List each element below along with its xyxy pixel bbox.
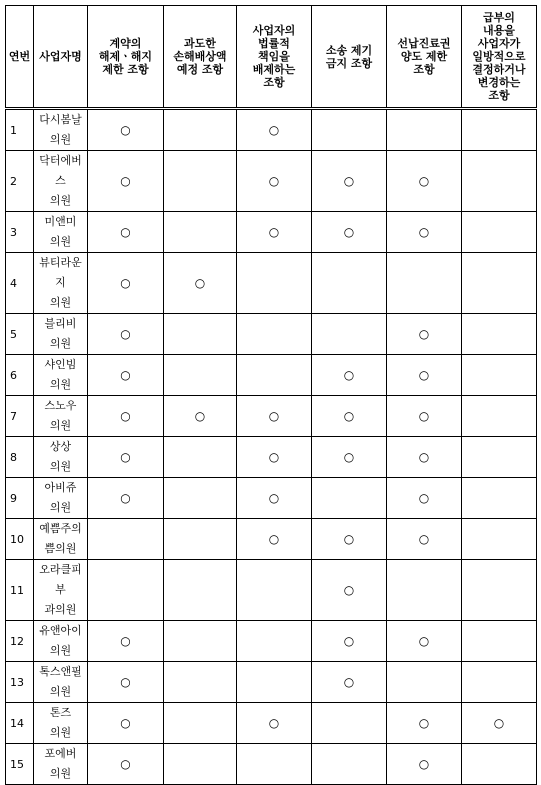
circle-mark-icon: ○ — [418, 450, 430, 464]
header-unilateral-change: 급부의 내용을 사업자가 일방적으로 결정하거나 변경하는 조항 — [462, 6, 537, 109]
circle-mark-icon: ○ — [120, 409, 131, 423]
clause-mark-cell — [312, 662, 387, 703]
circle-mark-icon: ○ — [418, 409, 430, 423]
row-number: 14 — [6, 703, 34, 744]
circle-mark-icon: ○ — [194, 276, 206, 290]
clause-mark-cell — [88, 212, 164, 253]
row-number: 11 — [6, 560, 34, 621]
table-row — [6, 621, 537, 662]
table-body — [6, 109, 537, 785]
circle-mark-icon: ○ — [194, 409, 206, 423]
clause-mark-cell — [237, 703, 312, 744]
clause-mark-cell — [88, 519, 164, 560]
clause-mark-cell — [237, 478, 312, 519]
clause-mark-cell — [312, 314, 387, 355]
circle-mark-icon: ○ — [268, 409, 280, 423]
clause-mark-cell — [387, 396, 462, 437]
circle-mark-icon: ○ — [343, 450, 355, 464]
business-name: 톡스앤필 의원 — [34, 662, 88, 703]
circle-mark-icon: ○ — [418, 757, 430, 771]
business-name: 유앤아이 의원 — [34, 621, 88, 662]
clause-mark-cell — [462, 151, 537, 212]
table-row — [6, 253, 537, 314]
header-row — [6, 6, 537, 109]
clause-mark-cell — [164, 109, 237, 151]
clause-mark-cell — [237, 396, 312, 437]
circle-mark-icon: ○ — [418, 174, 430, 188]
row-number: 4 — [6, 253, 34, 314]
clause-mark-cell — [387, 253, 462, 314]
table-row — [6, 744, 537, 785]
clause-mark-cell — [237, 355, 312, 396]
circle-mark-icon: ○ — [418, 532, 430, 546]
clause-mark-cell — [312, 437, 387, 478]
clause-mark-cell — [164, 744, 237, 785]
clause-mark-cell — [462, 621, 537, 662]
circle-mark-icon: ○ — [268, 225, 280, 239]
clause-mark-cell — [387, 621, 462, 662]
clause-mark-cell — [164, 151, 237, 212]
circle-mark-icon: ○ — [418, 327, 430, 341]
clause-mark-cell — [462, 109, 537, 151]
business-name: 아비쥬 의원 — [34, 478, 88, 519]
clause-mark-cell — [88, 396, 164, 437]
clause-mark-cell — [462, 662, 537, 703]
row-number: 13 — [6, 662, 34, 703]
circle-mark-icon: ○ — [120, 675, 131, 689]
circle-mark-icon: ○ — [268, 532, 280, 546]
clause-mark-cell — [237, 109, 312, 151]
clause-mark-cell — [88, 151, 164, 212]
table-row — [6, 519, 537, 560]
circle-mark-icon: ○ — [120, 450, 131, 464]
clause-mark-cell — [312, 478, 387, 519]
circle-mark-icon: ○ — [120, 368, 131, 382]
business-name: 상상 의원 — [34, 437, 88, 478]
table-row — [6, 437, 537, 478]
circle-mark-icon: ○ — [343, 532, 355, 546]
clause-mark-cell — [88, 744, 164, 785]
clause-mark-cell — [237, 151, 312, 212]
clause-mark-cell — [164, 519, 237, 560]
circle-mark-icon: ○ — [418, 368, 430, 382]
clause-mark-cell — [88, 109, 164, 151]
clause-mark-cell — [462, 519, 537, 560]
unfair-clause-table — [5, 5, 537, 785]
table-row — [6, 212, 537, 253]
header-liability-exclusion: 사업자의 법률적 책임을 배제하는 조항 — [237, 6, 312, 109]
clause-mark-cell — [387, 212, 462, 253]
clause-mark-cell — [164, 478, 237, 519]
clause-mark-cell — [88, 478, 164, 519]
clause-mark-cell — [88, 560, 164, 621]
clause-mark-cell — [88, 253, 164, 314]
clause-mark-cell — [164, 396, 237, 437]
row-number: 7 — [6, 396, 34, 437]
clause-mark-cell — [387, 478, 462, 519]
circle-mark-icon: ○ — [120, 276, 131, 290]
clause-mark-cell — [312, 355, 387, 396]
clause-mark-cell — [387, 355, 462, 396]
table-row — [6, 703, 537, 744]
header-termination-restriction: 계약의 해제ㆍ해지 제한 조항 — [88, 6, 164, 109]
clause-mark-cell — [387, 151, 462, 212]
row-number: 15 — [6, 744, 34, 785]
clause-mark-cell — [164, 662, 237, 703]
business-name: 오라클피부 과의원 — [34, 560, 88, 621]
circle-mark-icon: ○ — [120, 174, 131, 188]
table-row — [6, 478, 537, 519]
circle-mark-icon: ○ — [120, 123, 131, 137]
clause-mark-cell — [462, 396, 537, 437]
circle-mark-icon: ○ — [493, 716, 505, 730]
business-name: 샤인빔 의원 — [34, 355, 88, 396]
row-number: 8 — [6, 437, 34, 478]
clause-mark-cell — [164, 437, 237, 478]
clause-mark-cell — [237, 519, 312, 560]
row-number: 5 — [6, 314, 34, 355]
circle-mark-icon: ○ — [120, 225, 131, 239]
clause-mark-cell — [237, 212, 312, 253]
clause-mark-cell — [312, 109, 387, 151]
circle-mark-icon: ○ — [343, 583, 355, 597]
circle-mark-icon: ○ — [268, 491, 280, 505]
circle-mark-icon: ○ — [120, 327, 131, 341]
circle-mark-icon: ○ — [343, 225, 355, 239]
circle-mark-icon: ○ — [418, 634, 430, 648]
circle-mark-icon: ○ — [268, 716, 280, 730]
clause-mark-cell — [387, 314, 462, 355]
business-name: 스노우 의원 — [34, 396, 88, 437]
clause-mark-cell — [237, 662, 312, 703]
clause-mark-cell — [312, 560, 387, 621]
table-row — [6, 151, 537, 212]
clause-mark-cell — [312, 396, 387, 437]
clause-mark-cell — [237, 560, 312, 621]
business-name: 포에버 의원 — [34, 744, 88, 785]
row-number: 12 — [6, 621, 34, 662]
business-name: 뷰티라운지 의원 — [34, 253, 88, 314]
clause-mark-cell — [387, 744, 462, 785]
clause-mark-cell — [164, 253, 237, 314]
clause-mark-cell — [164, 314, 237, 355]
clause-mark-cell — [312, 519, 387, 560]
clause-mark-cell — [164, 560, 237, 621]
circle-mark-icon: ○ — [343, 174, 355, 188]
clause-mark-cell — [164, 212, 237, 253]
business-name: 톤즈 의원 — [34, 703, 88, 744]
table-row — [6, 355, 537, 396]
clause-mark-cell — [88, 662, 164, 703]
header-business-name: 사업자명 — [34, 6, 88, 109]
row-number: 2 — [6, 151, 34, 212]
circle-mark-icon: ○ — [120, 634, 131, 648]
table-row — [6, 396, 537, 437]
business-name: 미앤미 의원 — [34, 212, 88, 253]
clause-mark-cell — [387, 109, 462, 151]
circle-mark-icon: ○ — [268, 450, 280, 464]
circle-mark-icon: ○ — [418, 716, 430, 730]
circle-mark-icon: ○ — [120, 716, 131, 730]
row-number: 6 — [6, 355, 34, 396]
circle-mark-icon: ○ — [268, 174, 280, 188]
clause-mark-cell — [387, 519, 462, 560]
clause-mark-cell — [462, 253, 537, 314]
row-number: 9 — [6, 478, 34, 519]
clause-mark-cell — [312, 253, 387, 314]
clause-mark-cell — [387, 662, 462, 703]
table-row — [6, 314, 537, 355]
row-number: 10 — [6, 519, 34, 560]
clause-table-container — [5, 5, 537, 785]
clause-mark-cell — [312, 744, 387, 785]
circle-mark-icon: ○ — [120, 491, 131, 505]
clause-mark-cell — [462, 212, 537, 253]
clause-mark-cell — [88, 355, 164, 396]
clause-mark-cell — [164, 703, 237, 744]
clause-mark-cell — [237, 621, 312, 662]
clause-mark-cell — [88, 703, 164, 744]
header-lawsuit-ban: 소송 제기 금지 조항 — [312, 6, 387, 109]
header-excessive-damages: 과도한 손해배상액 예정 조항 — [164, 6, 237, 109]
clause-mark-cell — [164, 355, 237, 396]
clause-mark-cell — [312, 703, 387, 744]
clause-mark-cell — [237, 744, 312, 785]
clause-mark-cell — [88, 437, 164, 478]
business-name: 예쁨주의 쁨의원 — [34, 519, 88, 560]
circle-mark-icon: ○ — [120, 757, 131, 771]
clause-mark-cell — [462, 560, 537, 621]
business-name: 블리비 의원 — [34, 314, 88, 355]
circle-mark-icon: ○ — [418, 225, 430, 239]
row-number: 3 — [6, 212, 34, 253]
clause-mark-cell — [237, 314, 312, 355]
clause-mark-cell — [164, 621, 237, 662]
clause-mark-cell — [462, 703, 537, 744]
clause-mark-cell — [237, 253, 312, 314]
clause-mark-cell — [88, 314, 164, 355]
clause-mark-cell — [312, 151, 387, 212]
circle-mark-icon: ○ — [418, 491, 430, 505]
clause-mark-cell — [462, 314, 537, 355]
clause-mark-cell — [462, 744, 537, 785]
clause-mark-cell — [237, 437, 312, 478]
circle-mark-icon: ○ — [343, 368, 355, 382]
clause-mark-cell — [312, 621, 387, 662]
clause-mark-cell — [387, 437, 462, 478]
clause-mark-cell — [462, 478, 537, 519]
circle-mark-icon: ○ — [343, 675, 355, 689]
header-prepaid-transfer-restriction: 선납진료권 양도 제한 조항 — [387, 6, 462, 109]
circle-mark-icon: ○ — [343, 634, 355, 648]
clause-mark-cell — [462, 355, 537, 396]
clause-mark-cell — [387, 703, 462, 744]
circle-mark-icon: ○ — [268, 123, 280, 137]
business-name: 다시봄날 의원 — [34, 109, 88, 151]
header-no: 연번 — [6, 6, 34, 109]
circle-mark-icon: ○ — [343, 409, 355, 423]
clause-mark-cell — [312, 212, 387, 253]
clause-mark-cell — [88, 621, 164, 662]
clause-mark-cell — [387, 560, 462, 621]
table-row — [6, 109, 537, 151]
row-number: 1 — [6, 109, 34, 151]
clause-mark-cell — [462, 437, 537, 478]
business-name: 닥터에버스 의원 — [34, 151, 88, 212]
table-row — [6, 662, 537, 703]
table-row — [6, 560, 537, 621]
